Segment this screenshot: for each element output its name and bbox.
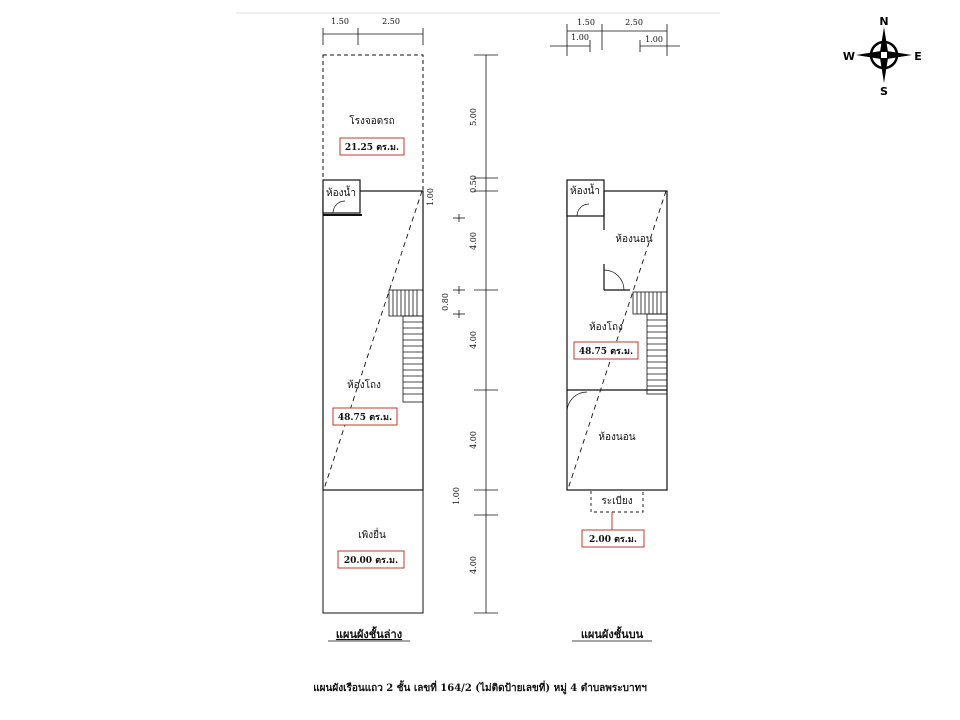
upper-dim-width-2: 2.50	[625, 18, 643, 27]
compass-west: W	[842, 50, 856, 63]
ground-dim-shed-depth: 4.00	[469, 556, 478, 574]
ground-floor-plan	[323, 17, 498, 641]
upper-hall-area: 48.75 ตร.ม.	[578, 347, 634, 357]
shed-label: เพิงยื่น	[358, 530, 386, 541]
upper-bedroom1-door-swing	[604, 270, 624, 290]
upper-bathroom-label: ห้องน้ำ	[570, 186, 600, 197]
upper-floor-title: แผนผังชั้นบน	[580, 628, 644, 641]
upper-bedroom1-label: ห้องนอน	[615, 234, 653, 245]
ground-floor-title: แผนผังชั้นล่าง	[335, 628, 403, 641]
ground-dim-hall-3: 4.00	[469, 431, 478, 449]
compass-east: E	[914, 50, 922, 63]
garage-label: โรงจอดรถ	[349, 116, 395, 127]
upper-bedroom2-door-swing	[567, 392, 587, 412]
upper-dim-offset-1: 1.00	[571, 33, 589, 42]
ground-dim-stair-gap: 0.80	[441, 293, 450, 311]
upper-dim-width-1: 1.50	[577, 18, 595, 27]
ground-dim-width-1: 1.50	[331, 17, 349, 26]
ground-hall-label: ห้องโถง	[347, 380, 381, 391]
plan-caption: แผนผังเรือนแถว 2 ชั้น เลขที่ 164/2 (ไม่ติดป้ายเลขที่) หมู่ 4 ตำบลพระบาทฯ	[313, 683, 647, 694]
ground-dim-hall-1: 4.00	[469, 232, 478, 250]
balcony-label: ระเบียง	[601, 496, 633, 507]
upper-dim-offset-2: 1.00	[645, 35, 663, 44]
ground-dim-hall-2: 4.00	[469, 331, 478, 349]
ground-dim-gap: 0.50	[469, 175, 478, 193]
ground-hall-area: 48.75 ตร.ม.	[337, 413, 393, 423]
compass-rose-icon	[856, 27, 912, 83]
balcony-area: 2.00 ตร.ม.	[589, 535, 637, 545]
ground-dim-inner: 1.00	[426, 188, 435, 206]
garage-area: 21.25 ตร.ม.	[344, 143, 400, 153]
upper-bedroom2-label: ห้องนอน	[598, 432, 636, 443]
compass-south: S	[880, 85, 888, 98]
ground-dim-width-2: 2.50	[382, 17, 400, 26]
compass-north: N	[879, 15, 889, 28]
upper-floor-plan	[550, 18, 680, 641]
ground-staircase	[389, 290, 423, 402]
ground-top-dimensions	[323, 28, 423, 45]
ground-dim-garage-depth: 5.00	[469, 108, 478, 126]
ground-dim-shed-gap: 1.00	[452, 487, 461, 505]
shed-area: 20.00 ตร.ม.	[343, 556, 399, 566]
upper-hall-label: ห้องโถง	[589, 322, 623, 333]
ground-bathroom-label: ห้องน้ำ	[326, 188, 356, 199]
